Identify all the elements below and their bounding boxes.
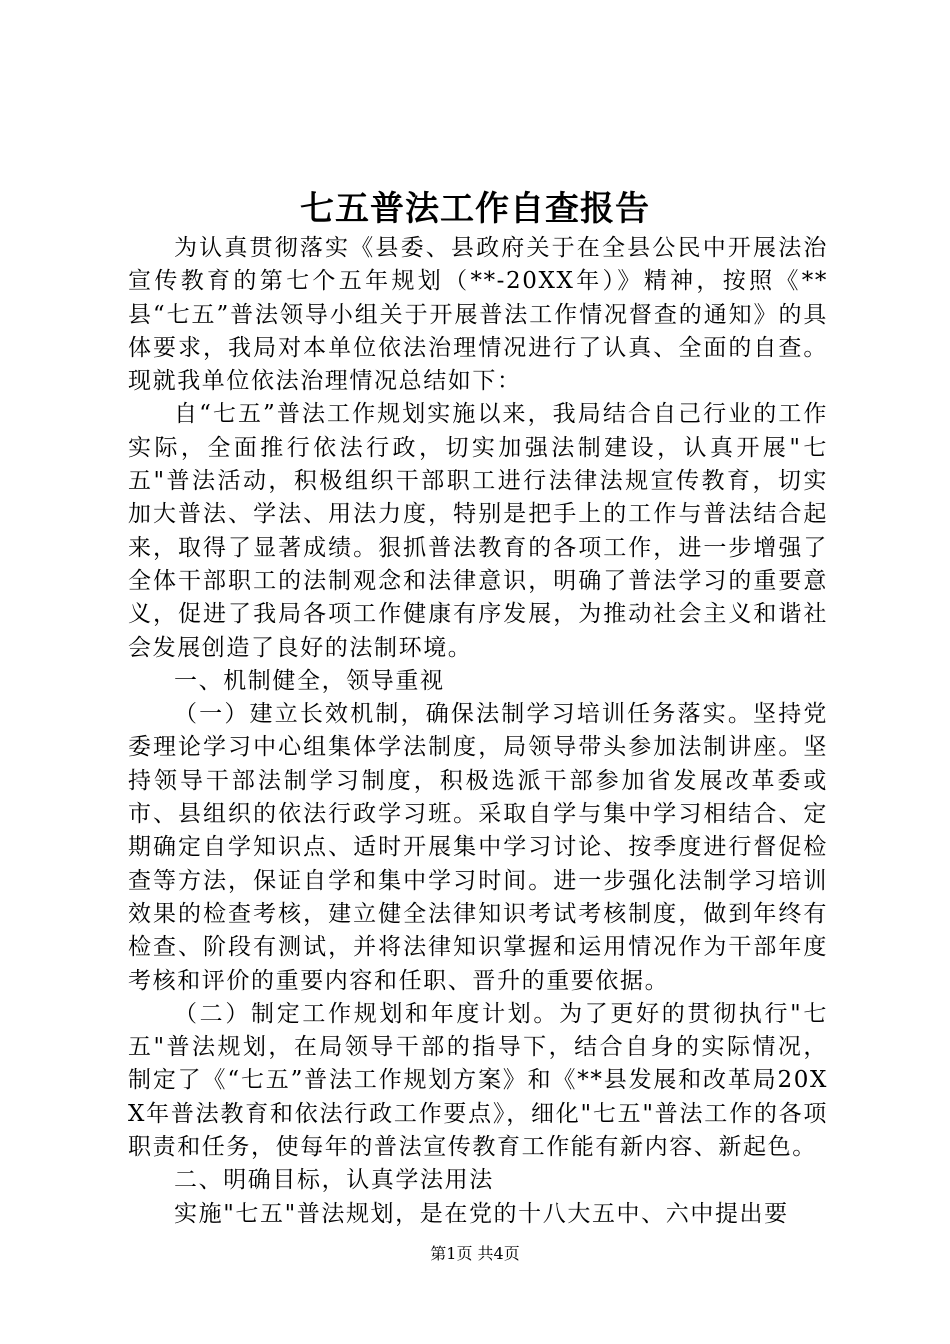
document-body [128, 232, 828, 1231]
paragraph-intro: 为认真贯彻落实《县委、县政府关于在全县公民中开展法治宣传教育的第七个五年规划（**-20XX年）》精神，按照《**县“七五”普法领导小组关于开展普法工作情况督查的通知》的具体要求，我局对本单位依法治理情况进行了认真、全面的自查。现就我单位依法治理情况总结如下： [128, 235, 828, 395]
page-number-footer: 第1页 共4页 [430, 1244, 520, 1263]
section-heading-1: 一、机制健全，领导重视 [174, 667, 445, 694]
paragraph-subsection-1: （一）建立长效机制，确保法制学习培训任务落实。坚持党委理论学习中心组集体学法制度，局领导带头参加法制讲座。坚持领导干部法制学习制度，积极选派干部参加省发展改革委或市、县组织的依法行政学习班。采取自学与集中学习相结合、定期确定自学知识点、适时开展集中学习讨论、按季度进行督促检查等方法，保证自学和集中学习时间。进一步强化法制学习培训效果的检查考核，建立健全法律知识考试考核制度，做到年终有检查、阶段有测试，并将法律知识掌握和运用情况作为干部年度考核和评价的重要内容和任职、晋升的重要依据。 [128, 701, 828, 994]
paragraph-subsection-2: （二）制定工作规划和年度计划。为了更好的贯彻执行"七五"普法规划，在局领导干部的指导下，结合自身的实际情况，制定了《“七五”普法工作规划方案》和《**县发展和改革局20XX年普法教育和依法行政工作要点》，细化"七五"普法工作的各项职责和任务，使每年的普法宣传教育工作能有新内容、新起色。 [128, 1000, 828, 1161]
paragraph-overview: 自“七五”普法工作规划实施以来，我局结合自己行业的工作实际，全面推行依法行政，切实加强法制建设，认真开展"七五"普法活动，积极组织干部职工进行法律法规宣传教育，切实加大普法、学法、用法力度，特别是把手上的工作与普法结合起来，取得了显著成绩。狠抓普法教育的各项工作，进一步增强了全体干部职工的法制观念和法律意识，明确了普法学习的重要意义，促进了我局各项工作健康有序发展，为推动社会主义和谐社会发展创造了良好的法制环境。 [128, 401, 828, 661]
document-title: 七五普法工作自查报告 [300, 189, 650, 229]
paragraph-section-2: 实施"七五"普法规划，是在党的十八大五中、六中提出要 [174, 1200, 789, 1227]
section-heading-2: 二、明确目标，认真学法用法 [174, 1167, 494, 1194]
